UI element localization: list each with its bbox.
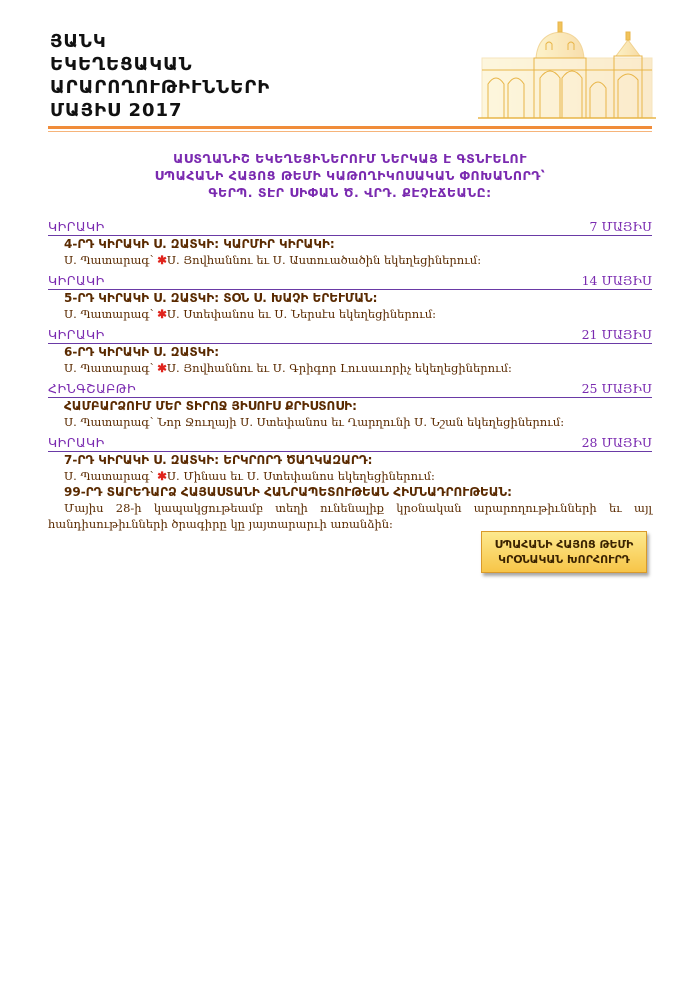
event-day: ՀԻՆԳՇԱԲԹԻ	[48, 381, 137, 396]
event-item	[48, 219, 652, 268]
notice-line: ՍՊԱՀԱՆԻ ՀԱՅՈՑ ԹԵՄԻ ԿԱԹՈՂԻԿՈՍԱԿԱՆ ՓՈԽԱՆՈՐԴ՝	[154, 168, 546, 183]
event-detail: Ս. Պատարագ՝ ✱Ս. Մինաս եւ Ս. Ստեփանոս եկեղեցիներում:	[64, 469, 435, 483]
header-rule	[48, 126, 652, 129]
event-day: ԿԻՐԱԿԻ	[48, 435, 105, 450]
event-detail: Ս. Պատարագ՝ Նոր Ջուղայի Ս. Ստեփանոս եւ Ղարղունի Ս. Նշան եկեղեցիներում:	[64, 415, 565, 429]
event-date: 21 ՄԱՅԻՍ	[581, 327, 652, 342]
event-paragraph: Մայիս 28-ի կապակցութեամբ տեղի ունենալիք կրօնական արարողութիւնների եւ այլ հանդիսութիւնների ծրագիրը կը յայտարարւի առանձին:	[48, 501, 652, 531]
event-day-header	[48, 435, 652, 452]
event-item	[48, 435, 652, 532]
event-day-header	[48, 327, 652, 344]
star-icon: ✱	[157, 361, 167, 375]
event-day-header	[48, 219, 652, 236]
title-line: ԵԿԵՂԵՑԱԿԱՆ	[50, 54, 193, 75]
event-title: ՀԱՄԲԱՐՁՈՒՄ ՄԵՐ ՏԻՐՈՋ ՅԻՍՈՒՍ ՔՐԻՍՏՈՍԻ:	[64, 399, 357, 413]
church-illustration-icon	[478, 18, 656, 122]
notice-line: ԱՍՏՂԱՆԻՇ ԵԿԵՂԵՑԻՆԵՐՈՒՄ ՆԵՐԿԱՅ Է ԳՏՆՒԵԼՈՒ	[173, 151, 527, 166]
star-icon: ✱	[157, 307, 167, 321]
signature-line: ԿՐՕՆԱԿԱՆ ԽՈՐՀՈՒՐԴ	[498, 553, 630, 566]
event-day-header	[48, 381, 652, 398]
event-item	[48, 381, 652, 430]
events-list	[48, 214, 652, 532]
event-date: 28 ՄԱՅԻՍ	[581, 435, 652, 450]
event-day: ԿԻՐԱԿԻ	[48, 219, 105, 234]
signature-box	[481, 531, 647, 573]
star-icon: ✱	[157, 469, 167, 483]
event-title: 4-ՐԴ ԿԻՐԱԿԻ Ս. ԶԱՏԿԻ: ԿԱՐՄԻՐ ԿԻՐԱԿԻ:	[64, 237, 335, 251]
event-item	[48, 273, 652, 322]
title-line: ՅԱՆԿ	[50, 31, 107, 52]
event-title: 7-ՐԴ ԿԻՐԱԿԻ Ս. ԶԱՏԿԻ: ԵՐԿՐՈՐԴ ԾԱՂԿԱԶԱՐԴ:	[64, 453, 373, 467]
event-day: ԿԻՐԱԿԻ	[48, 327, 105, 342]
notice-block	[48, 150, 652, 201]
event-date: 25 ՄԱՅԻՍ	[581, 381, 652, 396]
event-detail: Ս. Պատարագ՝ ✱Ս. Ստեփանոս եւ Ս. Ներսէս եկեղեցիներում:	[64, 307, 437, 321]
signature-line: ՍՊԱՀԱՆԻ ՀԱՅՈՑ ԹԵՄԻ	[494, 538, 634, 551]
event-title: 6-ՐԴ ԿԻՐԱԿԻ Ս. ԶԱՏԿԻ:	[64, 345, 220, 359]
event-date: 7 ՄԱՅԻՍ	[589, 219, 652, 234]
event-detail: Ս. Պատարագ՝ ✱Ս. Յովհաննու եւ Ս. Գրիգոր Լուսաւորիչ եկեղեցիներում:	[64, 361, 512, 375]
event-detail: Ս. Պատարագ՝ ✱Ս. Յովհաննու եւ Ս. Աստուածածին եկեղեցիներում:	[64, 253, 482, 267]
event-item	[48, 327, 652, 376]
event-day-header	[48, 273, 652, 290]
title-line: ԱՐԱՐՈՂՈՒԹԻՒՆՆԵՐԻ	[50, 77, 271, 98]
page-title	[50, 30, 270, 122]
star-icon: ✱	[157, 253, 167, 267]
title-line: ՄԱՅԻՍ 2017	[50, 100, 183, 121]
header-rule-thin	[48, 131, 652, 132]
event-day: ԿԻՐԱԿԻ	[48, 273, 105, 288]
event-title-secondary: 99-ՐԴ ՏԱՐԵԴԱՐՁ ՀԱՅԱՍՏԱՆԻ ՀԱՆՐԱՊԵՏՈՒԹԵԱՆ ՀԻՄՆԱԴՐՈՒԹԵԱՆ:	[64, 485, 512, 499]
notice-line: ԳԵՐՊ. ՏԷՐ ՍԻՓԱՆ Ծ. ՎՐԴ. ՔԷՉԷՃԵԱՆԸ:	[208, 185, 492, 200]
event-date: 14 ՄԱՅԻՍ	[581, 273, 652, 288]
event-title: 5-ՐԴ ԿԻՐԱԿԻ Ս. ԶԱՏԿԻ: ՏՕՆ Ս. ԽԱՉԻ ԵՐԵՒՄԱՆ:	[64, 291, 378, 305]
